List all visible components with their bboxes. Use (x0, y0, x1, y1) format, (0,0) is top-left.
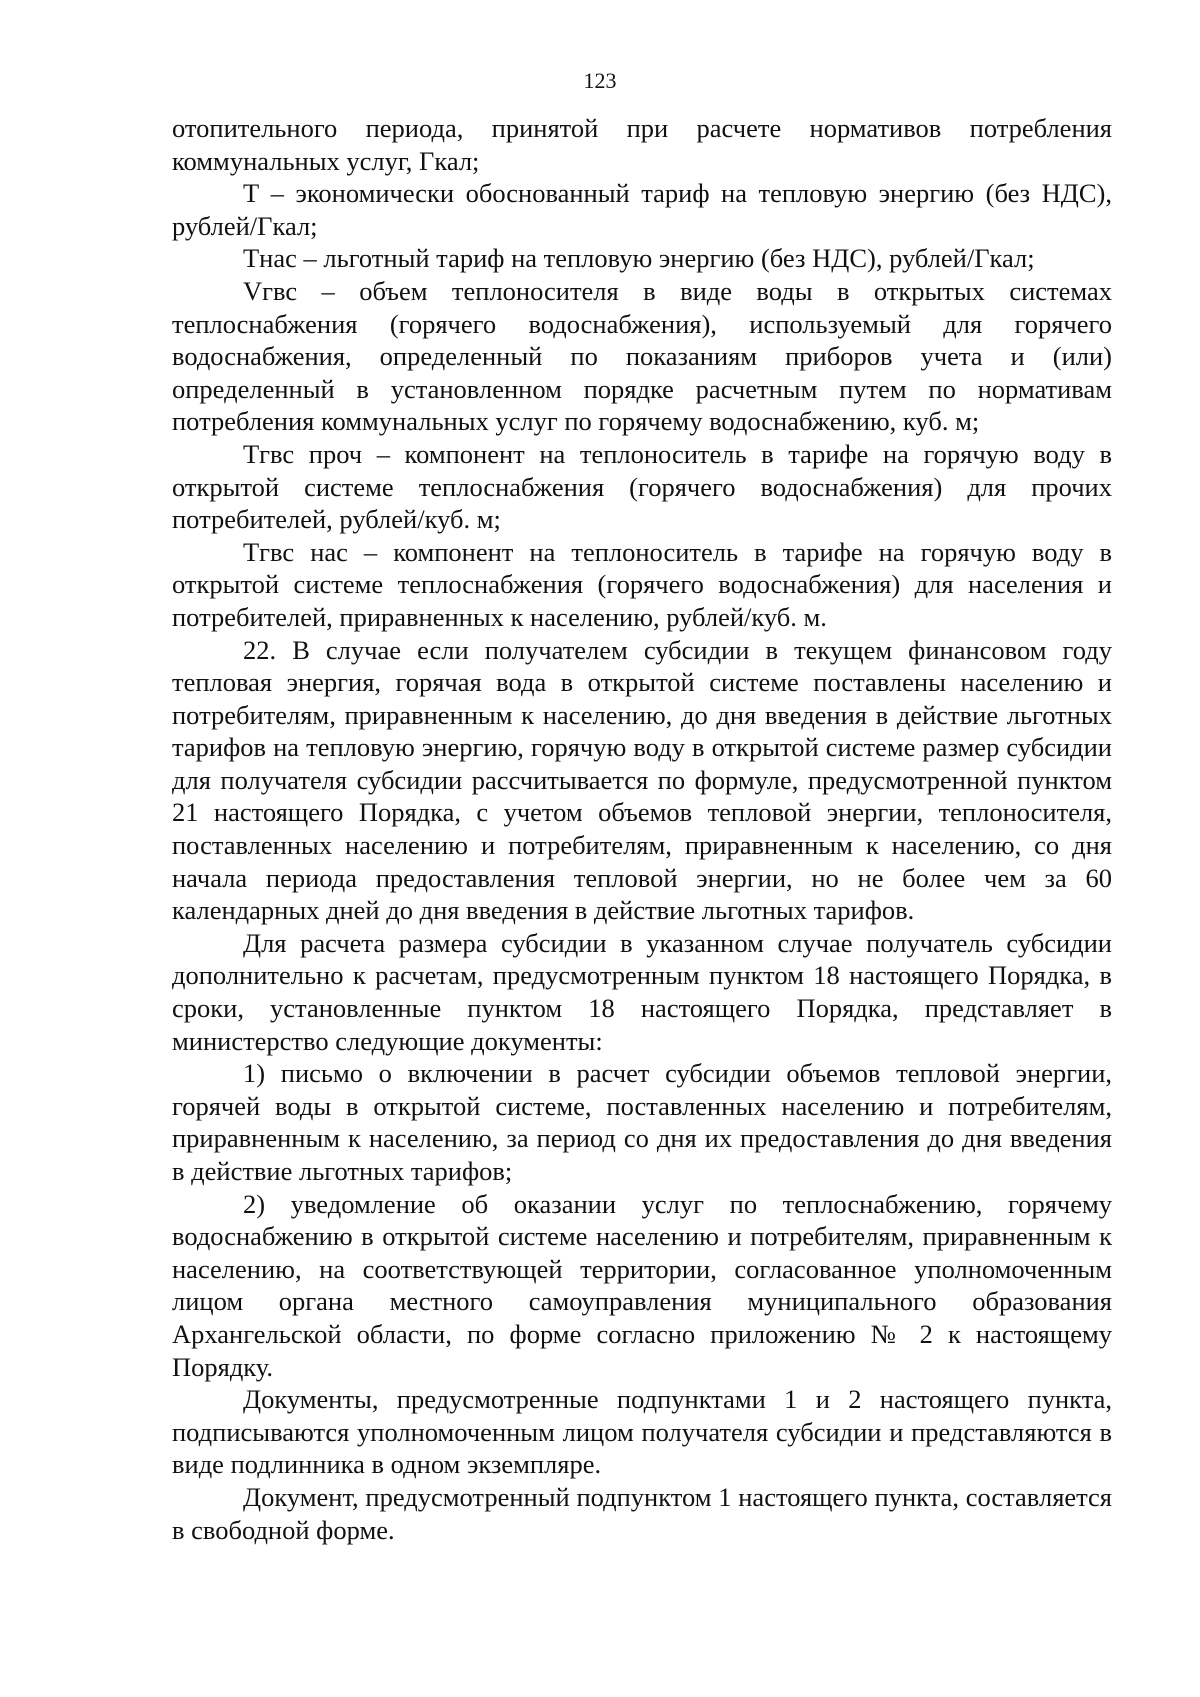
paragraph: Тнас – льготный тариф на тепловую энергию (без НДС), рублей/Гкал; (243, 243, 1035, 274)
paragraph: Vгвс – объем теплоносителя в виде воды в открытых системах теплоснабжения (горячего водоснабжения), используемый для горячего водоснабжения, определенный по показаниям приборов учета и (или) определенный в установленном порядке расчетным путем по нормативам потребления коммунальных услуг по горячему водоснабжению, куб. м; (172, 275, 1112, 437)
paragraph: Тгвс нас – компонент на теплоноситель в тарифе на горячую воду в открытой системе теплоснабжения (горячего водоснабжения) для населения и потребителей, приравненных к населению, рублей/куб. м. (172, 536, 1112, 632)
page-number: 123 (583, 68, 617, 93)
paragraph: 22. В случае если получателем субсидии в текущем финансовом году тепловая энергия, горячая вода в открытой системе поставлены населению и потребителям, приравненным к населению, до дня введения в действие льготных тарифов на тепловую энергию, горячую воду в открытой системе размер субсидии для получателя субсидии рассчитывается по формуле, предусмотренной пунктом 21 настоящего Порядка, с учетом объемов тепловой энергии, теплоносителя, поставленных населению и потребителям, приравненным к населению, со дня начала периода предоставления тепловой энергии, но не более чем за 60 календарных дней до дня введения в действие льготных тарифов. (172, 634, 1112, 926)
paragraph: Т – экономически обоснованный тариф на тепловую энергию (без НДС), рублей/Гкал; (172, 178, 1112, 241)
paragraph: 2) уведомление об оказании услуг по теплоснабжению, горячему водоснабжению в открытой системе населению и потребителям, приравненным к населению, на соответствующей территории, согласованное уполномоченным лицом органа местного самоуправления муниципального образования Архангельской области, по форме согласно приложению № 2 к настоящему Порядку. (172, 1188, 1112, 1382)
document-body (172, 112, 1112, 1546)
paragraph: отопительного периода, принятой при расчете нормативов потребления коммунальных услуг, Гкал; (172, 113, 1112, 176)
paragraph: 1) письмо о включении в расчет субсидии объемов тепловой энергии, горячей воды в открытой системе, поставленных населению и потребителям, приравненным к населению, за период со дня их предоставления до дня введения в действие льготных тарифов; (172, 1058, 1112, 1186)
paragraph: Тгвс проч – компонент на теплоноситель в тарифе на горячую воду в открытой системе теплоснабжения (горячего водоснабжения) для прочих потребителей, рублей/куб. м; (172, 438, 1112, 535)
paragraph: Документы, предусмотренные подпунктами 1 и 2 настоящего пункта, подписываются уполномоченным лицом получателя субсидии и представляются в виде подлинника в одном экземпляре. (172, 1384, 1112, 1480)
paragraph: Документ, предусмотренный подпунктом 1 настоящего пункта, составляется в свободной форме. (172, 1481, 1112, 1545)
paragraph: Для расчета размера субсидии в указанном случае получатель субсидии дополнительно к расчетам, предусмотренным пунктом 18 настоящего Порядка, в сроки, установленные пунктом 18 настоящего Порядка, представляет в министерство следующие документы: (172, 927, 1112, 1056)
